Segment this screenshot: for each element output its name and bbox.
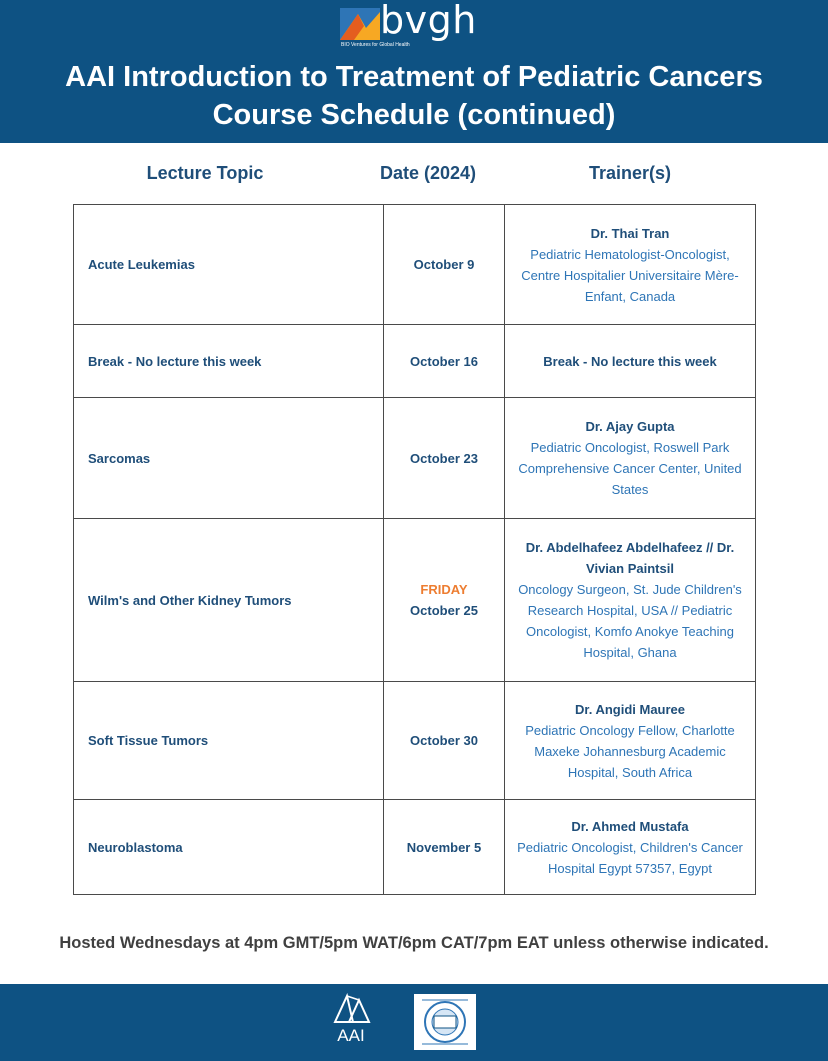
- title-line-2: Course Schedule (continued): [212, 99, 616, 131]
- trainer-cell: [505, 398, 756, 519]
- trainer-affiliation: Pediatric Hematologist-Oncologist, Centre Hospitalier Universitaire Mère-Enfant, Canada: [521, 246, 739, 304]
- friday-note: FRIDAY: [420, 582, 468, 597]
- table-row: [74, 800, 756, 895]
- column-header-trainer: Trainer(s): [588, 163, 672, 183]
- trainer-name: Dr. Angidi Mauree: [574, 701, 686, 717]
- trainer-name: Dr. Ajay Gupta: [585, 419, 675, 434]
- trainer-affiliation: Pediatric Oncologist, Roswell Park Comprehensive Cancer Center, United States: [518, 440, 742, 497]
- bvgh-logo-word: bvgh: [380, 0, 477, 42]
- lecture-date: October 23: [384, 398, 505, 519]
- table-row: [74, 682, 756, 800]
- lecture-date: October 9: [384, 205, 505, 325]
- lecture-date: October 25: [410, 603, 478, 618]
- trainer-affiliation: Pediatric Oncology Fellow, Charlotte Maxeke Johannesburg Academic Hospital, South Africa: [525, 722, 735, 780]
- siop-logo-icon: [414, 994, 476, 1050]
- trainer-cell: [505, 519, 756, 682]
- trainer-cell: [505, 325, 756, 398]
- table-row: [74, 205, 756, 325]
- lecture-topic: Neuroblastoma: [74, 800, 384, 895]
- aai-logo-text: AAI: [337, 1026, 365, 1045]
- trainer-name: Dr. Ahmed Mustafa: [571, 818, 689, 834]
- trainer-affiliation: Pediatric Oncologist, Children's Cancer Hospital Egypt 57357, Egypt: [517, 839, 743, 876]
- aai-logo: [331, 992, 371, 1048]
- lecture-topic: Sarcomas: [74, 398, 384, 519]
- title-line-1: AAI Introduction to Treatment of Pediatric Cancers: [65, 61, 763, 93]
- header-banner: [0, 0, 828, 143]
- page-title: [0, 58, 828, 134]
- lecture-date: November 5: [384, 800, 505, 895]
- trainer-name: Dr. Abdelhafeez Abdelhafeez // Dr. Vivian Paintsil: [525, 540, 735, 576]
- siop-logo: [414, 994, 476, 1050]
- table-row: [74, 519, 756, 682]
- lecture-date: October 16: [384, 325, 505, 398]
- lecture-topic: Soft Tissue Tumors: [74, 682, 384, 800]
- table-row: [74, 325, 756, 398]
- schedule-table: [73, 204, 756, 895]
- lecture-topic: Break - No lecture this week: [74, 325, 384, 398]
- trainer-cell: [505, 682, 756, 800]
- trainer-affiliation: Oncology Surgeon, St. Jude Children's Research Hospital, USA // Pediatric Oncologist, Komfo Anokye Teaching Hospital, Ghana: [518, 582, 742, 660]
- bvgh-logo-icon: [340, 8, 380, 40]
- trainer-cell: [505, 205, 756, 325]
- column-header-topic: Lecture Topic: [146, 163, 264, 183]
- trainer-name: Dr. Thai Tran: [590, 225, 670, 241]
- table-row: [74, 398, 756, 519]
- bvgh-logo: [340, 0, 500, 52]
- trainer-cell: [505, 800, 756, 895]
- aai-logo-icon: [331, 992, 371, 1026]
- lecture-date-cell: [384, 519, 505, 682]
- lecture-topic: Acute Leukemias: [74, 205, 384, 325]
- lecture-topic: Wilm's and Other Kidney Tumors: [74, 519, 384, 682]
- column-headers: [0, 163, 828, 193]
- hosting-note: Hosted Wednesdays at 4pm GMT/5pm WAT/6pm CAT/7pm EAT unless otherwise indicated.: [59, 934, 769, 952]
- trainer-name: Break - No lecture this week: [543, 353, 717, 369]
- footer-banner: [0, 984, 828, 1061]
- column-header-date: Date (2024): [379, 163, 477, 183]
- lecture-date: October 30: [384, 682, 505, 800]
- bvgh-logo-subtitle: BIO Ventures for Global Health: [341, 42, 410, 48]
